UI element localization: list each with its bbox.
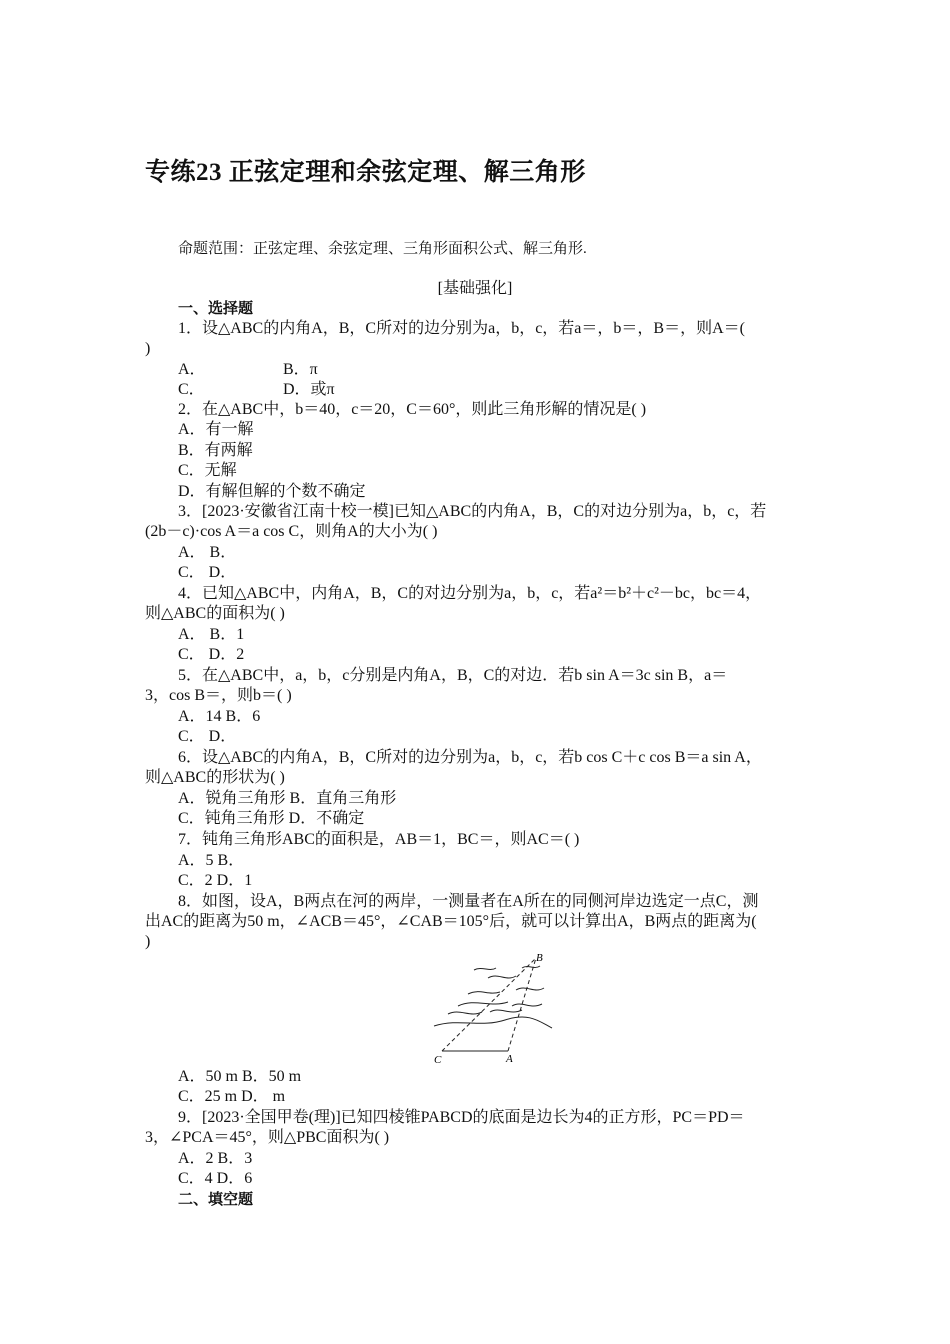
page-title: 专练23 正弦定理和余弦定理、解三角形 [145,159,586,186]
question-7-options-cd: C．2 D．1 [178,872,253,889]
question-1-line-1: 1．设△ABC的内角A，B，C所对的边分别为a，b，c，若a＝，b＝，B＝，则A＝( [178,320,745,337]
wave-line [488,976,516,978]
question-2-option-c: C．无解 [178,462,237,479]
question-3-options-cd: C． D． [178,564,237,581]
wave-line [522,966,540,968]
question-8-line-1: 8．如图，设A，B两点在河的两岸，一测量者在A所在的同侧河岸边选定一点C，测 [178,893,759,910]
question-3-line-2: (2b－c)·cos A＝a cos C，则角A的大小为( ) [145,523,438,540]
wave-line [474,968,496,970]
label-a: A [506,1053,513,1064]
question-9-line-1: 9．[2023·全国甲卷(理)]已知四棱锥PABCD的底面是边长为4的正方形，PC＝PD＝ [178,1109,745,1126]
question-4-options-cd: C． D．2 [178,646,245,663]
question-2-line-1: 2．在△ABC中，b＝40，c＝20，C＝60°，则此三角形解的情况是( ) [178,401,647,418]
wave-line [468,992,500,994]
question-6-line-1: 6．设△ABC的内角A，B，C所对的边分别为a，b，c，若b cos C＋c cos B＝a sin A， [178,749,762,766]
question-4-options-ab: A． B．1 [178,626,245,643]
question-8-options-cd: C．25 m D． m [178,1088,286,1105]
question-5-line-1: 5．在△ABC中，a，b，c分别是内角A，B，C的对边．若b sin A＝3c sin B，a＝ [178,667,728,684]
question-1-line-2: ) [145,340,151,357]
question-1-option-c: C． [178,381,205,398]
question-7-options-ab: A．5 B． [178,852,245,869]
question-6-options-cd: C．钝角三角形 D．不确定 [178,810,365,827]
question-3-line-1: 3．[2023·安徽省江南十校一模]已知△ABC的内角A，B，C的对边分别为a，b，c，若 [178,503,767,520]
question-2-option-d: D．有解但解的个数不确定 [178,483,366,500]
label-b: B [536,952,543,964]
question-7-line-1: 7．钝角三角形ABC的面积是，AB＝1，BC＝，则AC＝( ) [178,831,580,848]
question-1-option-b: B．π [283,361,318,378]
wave-line [516,988,544,990]
question-4-line-1: 4．已知△ABC中，内角A，B，C的对边分别为a，b，c，若a²＝b²＋c²－bc，bc＝4， [178,585,762,602]
question-9-options-cd: C．4 D．6 [178,1170,253,1187]
question-2-option-a: A．有一解 [178,421,254,438]
question-9-line-2: 3，∠PCA＝45°，则△PBC面积为( ) [145,1129,390,1146]
question-1-option-a: A． [178,361,206,378]
question-8-line-2: 出AC的距离为50 m，∠ACB＝45°，∠CAB＝105°后，就可以计算出A，B两点的距离为( [145,913,757,930]
wave-line [490,1010,522,1012]
section-heading-choice: 一、选择题 [178,301,254,317]
wave-line [458,1002,508,1006]
label-c: C [434,1054,442,1064]
question-6-options-ab: A．锐角三角形 B．直角三角形 [178,790,397,807]
wave-line [448,1012,482,1014]
question-9-options-ab: A．2 B．3 [178,1150,253,1167]
wave-line [512,1004,542,1006]
question-8-options-ab: A．50 m B．50 m [178,1068,302,1085]
section-heading-fill: 二、填空题 [178,1192,254,1208]
question-5-options-ab: A．14 B．6 [178,708,261,725]
question-3-options-ab: A． B． [178,544,237,561]
question-4-line-2: 则△ABC的面积为( ) [145,605,285,622]
question-1-option-d: D．或π [283,381,335,398]
section-tag: [基础强化] [437,280,513,297]
river-diagram [430,948,560,1064]
question-6-line-2: 则△ABC的形状为( ) [145,769,285,786]
scope-text: 命题范围：正弦定理、余弦定理、三角形面积公式、解三角形. [178,241,587,257]
question-2-option-b: B．有两解 [178,442,253,459]
question-5-line-2: 3，cos B＝，则b＝( ) [145,687,292,704]
question-8-line-3: ) [145,933,151,950]
river-bank-line [434,1017,552,1028]
question-5-options-cd: C． D． [178,728,237,745]
